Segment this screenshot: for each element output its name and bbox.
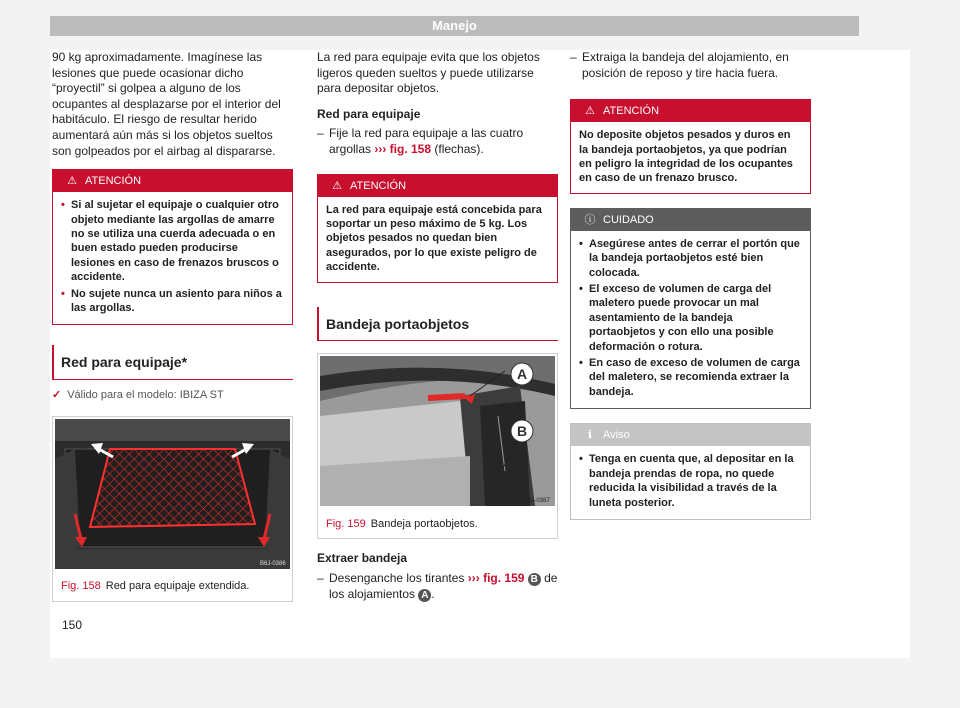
warning-header: ⚠ ATENCIÓN [53,170,292,192]
subheading: Extraer bandeja [317,551,408,566]
warning-box [570,99,811,194]
luggage-net-image [55,419,290,569]
column-3 [570,50,811,532]
caution-box [570,208,811,409]
note-body [571,446,810,519]
warning-body [53,192,292,324]
info-icon: ℹ [587,429,593,442]
intro-paragraph: La red para equipaje evita que los objetos ligeros queden sueltos y puede utilizarse para depositar objetos. [317,50,540,96]
intro-paragraph: 90 kg aproximadamente. Imagínese las lesiones que puede ocasionar dicho “proyectil” si golpea a alguno de los ocupantes al desplazarse por el interior del habitáculo. El riesgo de resultar herido aumentará aún más si los objetos sueltos son golpeados por el airbag al dispararse. [52,50,281,158]
step-item: – Fije la red para equipaje a las cuatro argollas ››› fig. 158 (flechas). [317,126,558,157]
caution-body [571,231,810,408]
warning-header: ⚠ ATENCIÓN [571,100,810,122]
subheading: Red para equipaje [317,106,421,121]
parcel-shelf-image [320,356,555,506]
step-item: – Desenganche los tirantes ››› fig. 159 B de los alojamientos A . [317,571,558,602]
caution-circle-icon: ⓘ [584,213,596,226]
warning-triangle-icon: ⚠ [585,105,595,118]
figure-code: B6J-0386 [260,560,286,567]
figure-link[interactable]: ››› fig. 158 [374,141,432,156]
caution-item: • Asegúrese antes de cerrar el portón que la bandeja portaobjetos esté bien colocada. [579,237,802,280]
label-a: A [517,366,528,383]
caution-item: • El exceso de volumen de carga del maletero puede provocar un mal asentamiento de la bandeja portaobjetos y con ello una posible deformación o rotura. [579,282,802,354]
caution-item: • En caso de exceso de volumen de carga del maletero, se recomienda extraer la bandeja. [579,356,802,399]
valid-for: ✓ Válido para el modelo: IBIZA ST [52,389,224,401]
note-item: • Tenga en cuenta que, al depositar en la bandeja prendas de ropa, no quede reducida la visibilidad a través de la luneta posterior. [579,452,802,510]
figure-link[interactable]: ››› fig. 159 [467,570,525,585]
warning-item: • No sujete nunca un asiento para niños a las argollas. [61,287,284,316]
letter-badge-b: B [528,573,541,586]
warning-triangle-icon: ⚠ [332,179,342,192]
page-header: Manejo [50,16,859,36]
section-title-bandeja: Bandeja portaobjetos [317,307,558,342]
letter-badge-a: A [418,589,431,602]
figure-159 [317,353,558,539]
warning-header: ⚠ ATENCIÓN [318,175,557,197]
figure-caption: Fig. 159 Bandeja portaobjetos. [326,517,478,530]
label-b: B [517,423,528,440]
check-icon: ✓ [52,389,62,401]
figure-158 [52,416,293,602]
warning-body: No deposite objetos pesados y duros en la bandeja portaobjetos, ya que podrían en peligro la integridad de los ocupantes en caso de un frenazo brusco. [579,129,793,185]
note-box [570,423,811,520]
page-number: 150 [62,618,83,632]
step-item: – Extraiga la bandeja del alojamiento, en posición de reposo y tire hacia fuera. [570,50,811,81]
figure-caption: Fig. 158 Red para equipaje extendida. [61,580,250,593]
warning-box [317,174,558,283]
warning-body: La red para equipaje está concebida para soportar un peso máximo de 5 kg. Los objetos pesados no quedan bien asegurados, por lo que existe peligro de accidente. [326,203,542,274]
warning-triangle-icon: ⚠ [67,175,77,188]
caution-header: ⓘ CUIDADO [571,209,810,231]
column-1 [52,50,293,612]
figure-code: B6J-0387 [524,498,550,505]
warning-item: • Si al sujetar el equipaje o cualquier otro objeto mediante las argollas de amarre no se utiliza una cuerda adecuada o en buen estado pueden producirse lesiones en caso de frenazos bruscos o accidente. [61,198,284,284]
column-2 [317,50,558,610]
warning-box [52,169,293,325]
note-header: ℹ Aviso [571,424,810,446]
section-title-red: Red para equipaje* [52,345,293,380]
